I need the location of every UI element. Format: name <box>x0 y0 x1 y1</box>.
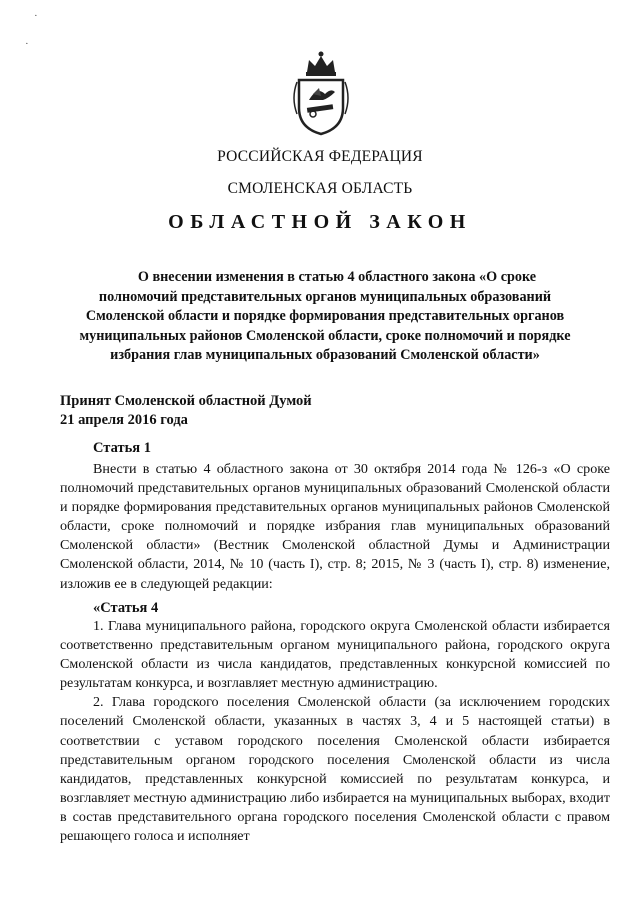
subject-line: Смоленской области и порядке формирования представительных органов <box>85 308 565 324</box>
article-1-text <box>60 460 610 594</box>
subject-line: О внесении изменения в статью 4 областного закона «О сроке <box>137 269 537 285</box>
law-subject-title <box>60 268 590 366</box>
article-4-paragraph-2: 2. Глава городского поселения Смоленской области (за исключением городских поселений Смоленской области, указанных в частях 3, 4 и 5 настоящей статьи) в соответствии с уставом городского поселения Смоленской области избирается представительным органом городского поселения Смоленской области из числа кандидатов, представленных конкурсной комиссией по результатам конкурса, и возглавляет местную администрацию либо избирается на муниципальных выборах, входит в состав представительного органа городского поселения Смоленской области с правом решающего голоса и исполняет <box>60 694 610 845</box>
article-4-paragraph-1: 1. Глава муниципального района, городского округа Смоленской области избирается соответственно представительным органом муниципального района, городского округа Смоленской области из числа кандидатов, представленных конкурсной комиссией по результатам конкурса, и возглавляет местную администрацию. <box>60 618 610 692</box>
coat-of-arms-emblem <box>289 50 353 136</box>
region-heading: СМОЛЕНСКАЯ ОБЛАСТЬ <box>227 180 413 197</box>
scan-mark: · <box>34 10 38 22</box>
country-heading: РОССИЙСКАЯ ФЕДЕРАЦИЯ <box>217 148 423 165</box>
article-1-paragraph: Внести в статью 4 областного закона от 30 октября 2014 года № 126-з «О сроке полномочий представительных органов муниципальных образований Смоленской области и порядке формирования представительных органов муниципальных районов Смоленской области, сроке полномочий и порядке избрания глав муниципальных образований Смоленской области» (Вестник Смоленской областной Думы и Администрации Смоленской области, 2014, № 10 (часть I), стр. 8; 2015, № 3 (часть I), стр. 8) изменение, изложив ее в следующей редакции: <box>60 461 610 592</box>
subject-line: муниципальных районов Смоленской области, сроке полномочий и порядке <box>79 327 571 344</box>
scan-mark: · <box>25 38 29 50</box>
adoption-date: 21 апреля 2016 года <box>60 411 188 428</box>
article-1-heading: Статья 1 <box>93 440 151 456</box>
adopted-by: Принят Смоленской областной Думой <box>60 393 312 409</box>
article-4-heading: «Статья 4 <box>93 600 159 616</box>
subject-line: избрания глав муниципальных образований Смоленской области» <box>110 347 540 363</box>
subject-line: полномочий представительных органов муниципальных образований <box>98 288 552 305</box>
article-4-text <box>60 617 610 846</box>
adoption-info <box>60 392 312 429</box>
document-type-title: ОБЛАСТНОЙ ЗАКОН <box>168 211 472 233</box>
